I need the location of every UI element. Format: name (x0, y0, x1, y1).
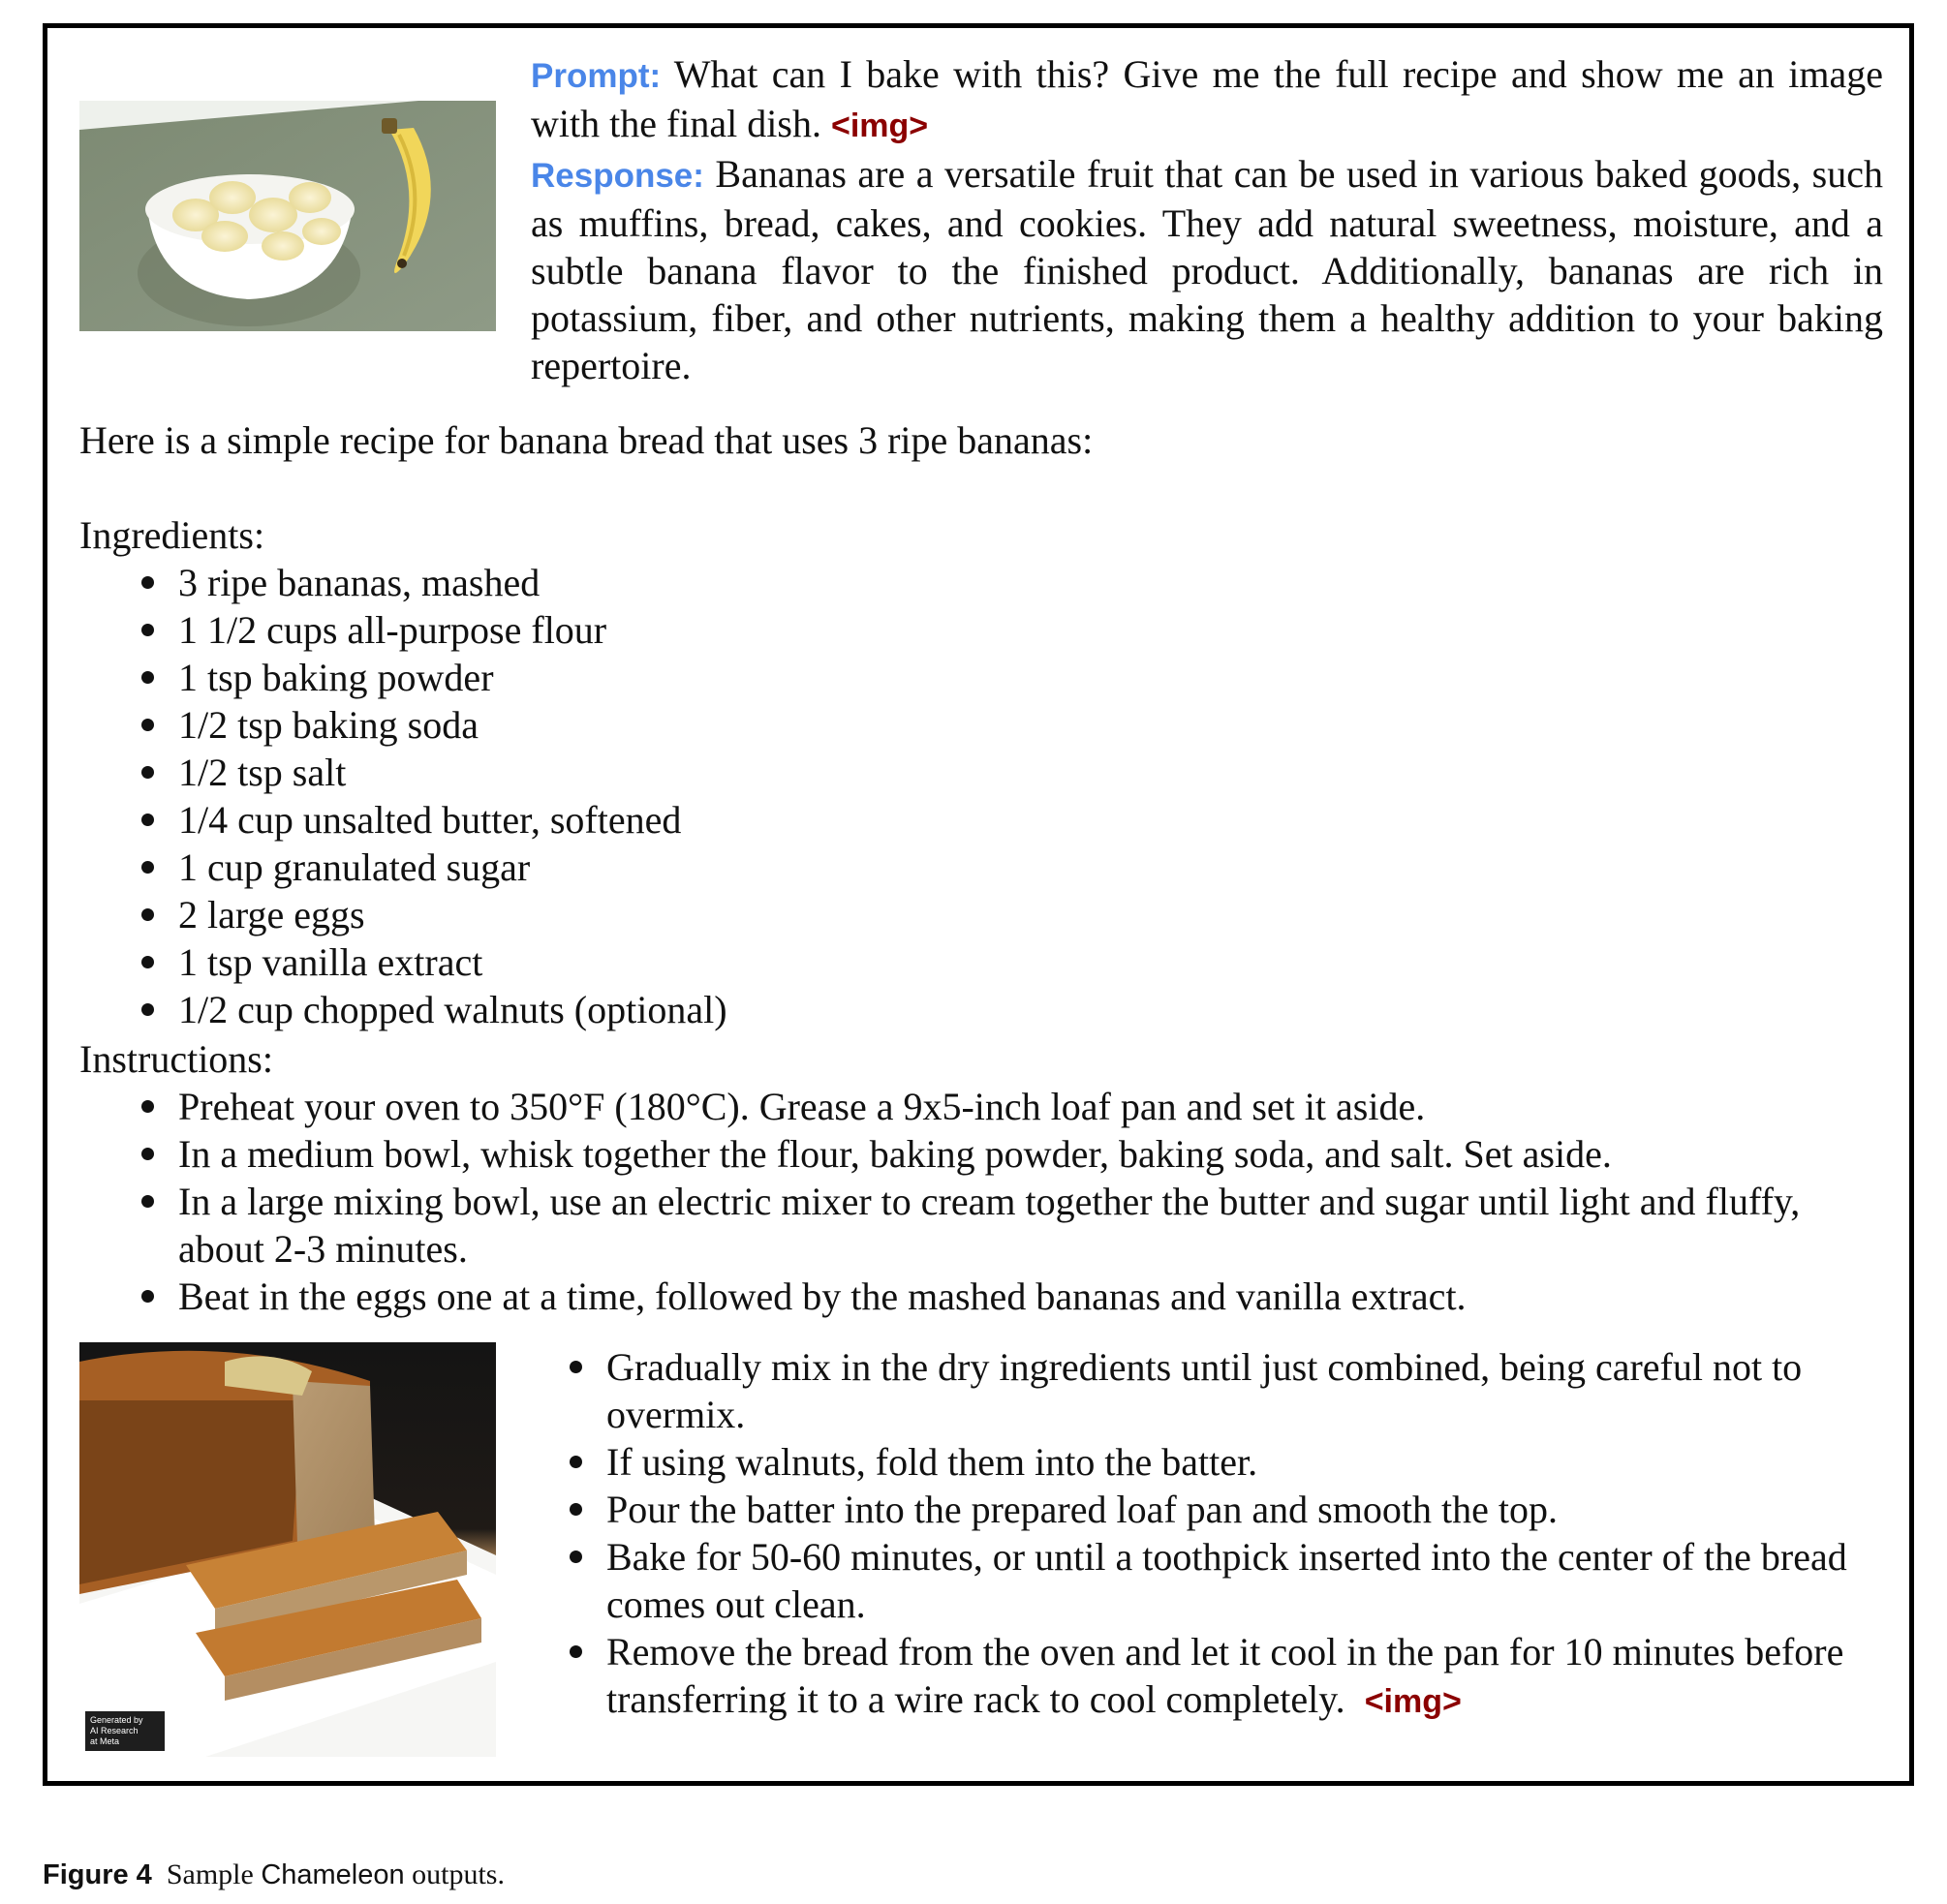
ingredients-heading: Ingredients: (79, 513, 265, 557)
list-item: If using walnuts, fold them into the batter. (558, 1438, 1868, 1486)
ingredients-list (130, 559, 727, 1033)
final-instruction-text: Remove the bread from the oven and let it cool in the pan for 10 minutes before transferring it to a wire rack to cool completely. (606, 1630, 1844, 1721)
list-item: Gradually mix in the dry ingredients until just combined, being careful not to overmix. (558, 1343, 1868, 1438)
list-item: In a large mixing bowl, use an electric mixer to cream together the butter and sugar until light and fluffy, about 2-3 minutes. (130, 1178, 1883, 1273)
list-item: Beat in the eggs one at a time, followed by the mashed bananas and vanilla extract. (130, 1273, 1883, 1320)
list-item: 2 large eggs (130, 891, 727, 938)
list-item: 1/2 tsp baking soda (130, 701, 727, 749)
final-img-token: <img> (1364, 1683, 1462, 1720)
response-text: Bananas are a versatile fruit that can be used in various baked goods, such as muffins, bread, cakes, and cookies. They add natural sweetness, moisture, and a subtle banana flavor to the finished product. Additionally, bananas are rich in potassium, fiber, and other nutrients, making them a healthy addition to your baking repertoire. (531, 152, 1883, 387)
list-item: 1/2 cup chopped walnuts (optional) (130, 986, 727, 1033)
list-item: Preheat your oven to 350°F (180°C). Grease a 9x5-inch loaf pan and set it aside. (130, 1083, 1883, 1130)
list-item: 1 tsp baking powder (130, 654, 727, 701)
list-item: 1/4 cup unsalted butter, softened (130, 796, 727, 844)
figure-number: Figure 4 (43, 1859, 152, 1890)
caption-after: outputs. (412, 1858, 505, 1890)
prompt-img-token: <img> (830, 107, 929, 144)
instructions-list (130, 1083, 1883, 1320)
list-item: 1 tsp vanilla extract (130, 938, 727, 986)
list-item: 3 ripe bananas, mashed (130, 559, 727, 606)
list-item: In a medium bowl, whisk together the flour, baking powder, baking soda, and salt. Set aside. (130, 1130, 1883, 1178)
model-name: Chameleon (261, 1859, 405, 1890)
list-item: 1 cup granulated sugar (130, 844, 727, 891)
prompt-label: Prompt: (531, 57, 662, 95)
instructions-list-continued (558, 1343, 1868, 1726)
prompt-text: What can I bake with this? Give me the full recipe and show me an image with the final dish. (531, 52, 1883, 145)
list-item (558, 1628, 1868, 1726)
list-item: 1 1/2 cups all-purpose flour (130, 606, 727, 654)
figure-caption (43, 1858, 505, 1892)
recipe-intro: Here is a simple recipe for banana bread that uses 3 ripe bananas: (79, 418, 1094, 462)
banana-bread-photo (79, 1342, 496, 1757)
list-item: Pour the batter into the prepared loaf pan and smooth the top. (558, 1486, 1868, 1533)
list-item: 1/2 tsp salt (130, 749, 727, 796)
instructions-heading: Instructions: (79, 1037, 273, 1081)
list-item: Bake for 50-60 minutes, or until a toothpick inserted into the center of the bread comes out clean. (558, 1533, 1868, 1628)
banana-photo (79, 101, 496, 331)
prompt-response-block (531, 50, 1883, 389)
watermark: Generated by AI Research at Meta (85, 1711, 165, 1751)
response-label: Response: (531, 157, 704, 195)
caption-before: Sample (166, 1858, 254, 1890)
